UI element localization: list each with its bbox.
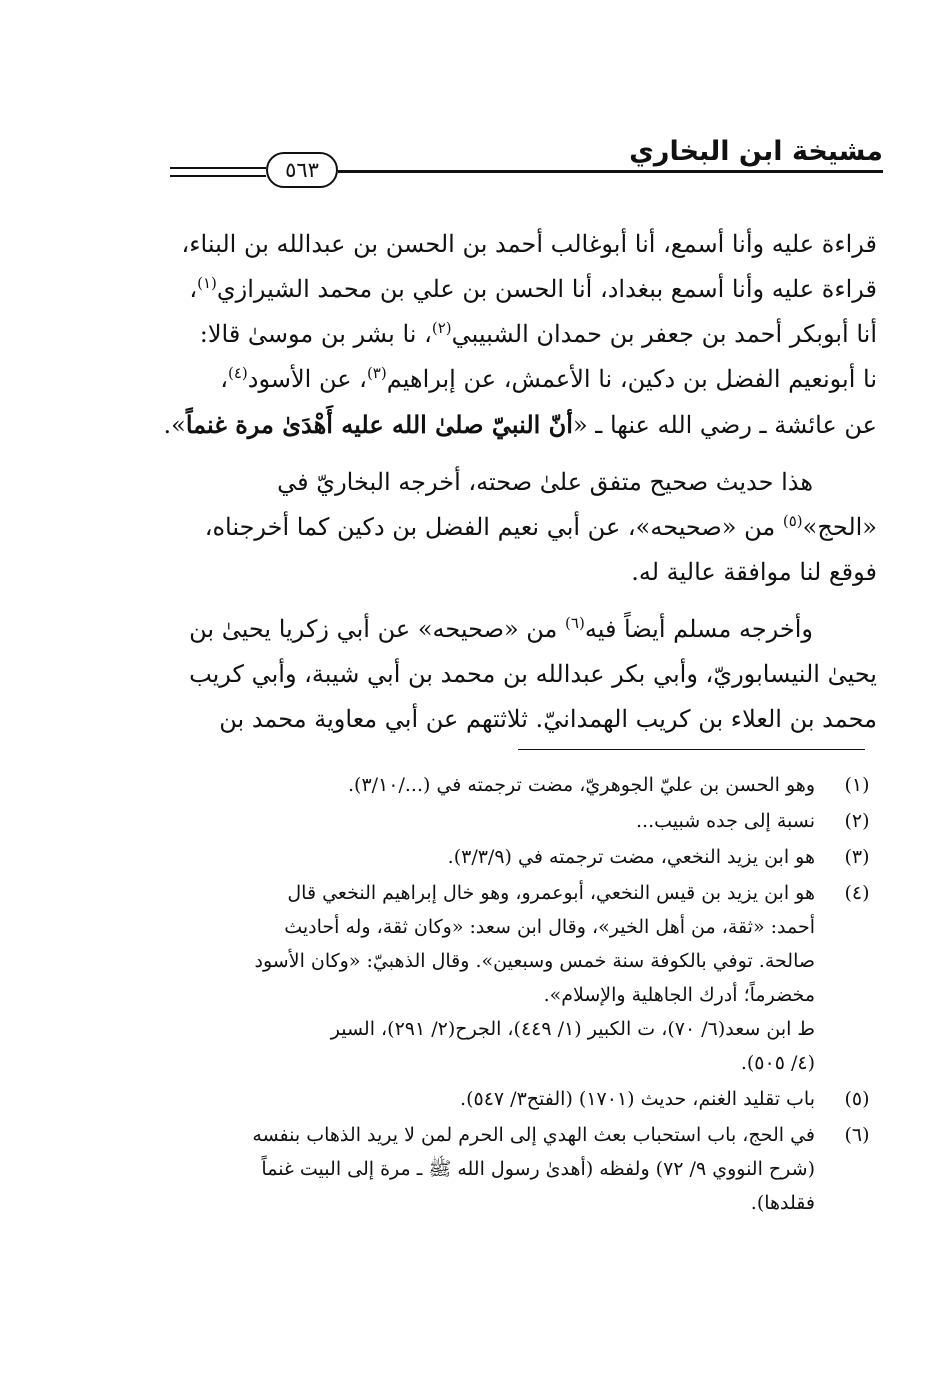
footnote-separator (518, 749, 865, 750)
hadith-text: أنّ النبيّ صلىٰ الله عليه أَهْدَىٰ مرة غنماً (185, 410, 573, 439)
footnote: (٢) نسبة إلى جده شبيب... (152, 804, 879, 838)
footnote-ref: (٥) (782, 512, 803, 530)
page-number: ٥٦٣ (266, 152, 338, 188)
text-line: أنا أبوبكر أحمد بن جعفر بن حمدان الشبيبي$^{(٢)}$، نا بشر بن موسىٰ قالا: (199, 319, 877, 348)
footnote: (٤) هو ابن يزيد بن قيس النخعي، أبوعمرو، وهو خال إبراهيم النخعي قال أحمد: «ثقة، من أهل الخير»، وقال ابن سعد: «وكان ثقة، وله أحاديث صالحة. توفي بالكوفة سنة خمس وسبعين». وقال الذهبيّ: «وكان الأسود مخضرماً؛ أدرك الجاهلية والإسلام». ط ابن سعد(٦/ ٧٠)، ت الكبير (١/ ٤٤٩)، الجرح(٢/ ٢٩١)، السير (٤/ ٥٠٥). (152, 876, 879, 1080)
header-rule (338, 170, 883, 173)
footnote-ref: (٦) (565, 614, 585, 632)
header-rule-left-bottom (170, 175, 266, 177)
paragraph-takhrij-bukhari: هذا حديث صحيح متفق علىٰ صحته، أخرجه البخاريّ في «الحج»$^{(٥)}$ من «صحيحه»، عن أبي نعيم الفضل بن دكين كما أخرجناه، فوقع لنا موافقة عالية له. (204, 468, 877, 586)
footnote-number: (٦) (844, 1124, 870, 1146)
footnote-number: (٤) (844, 882, 870, 904)
footnote-ref: (٢) (431, 319, 452, 337)
paragraph-takhrij-muslim: وأخرجه مسلم أيضاً فيه$^{(٦)}$ من «صحيحه» عن أبي زكريا يحيىٰ بن يحيىٰ النيسابوريّ، وأبي بكر عبدالله بن محمد بن أبي شيبة، وأبي كريب محمد بن العلاء بن كريب الهمدانيّ. ثلاثتهم عن أبي معاوية محمد بن (189, 614, 877, 733)
text-line: قراءة عليه وأنا أسمع ببغداد، أنا الحسن بن علي بن محمد الشيرازي$^{(١)}$، (189, 274, 877, 303)
footnote: (٥) باب تقليد الغنم، حديث (١٧٠١) (الفتح٣/ ٥٤٧). (152, 1082, 879, 1116)
main-text (160, 222, 877, 742)
footnotes (152, 768, 879, 1222)
footnote-number: (٥) (844, 1088, 870, 1110)
footnote-ref: (٤) (228, 364, 248, 382)
text-line: عن عائشة ـ رضي الله عنها ـ «أنّ النبيّ صلىٰ الله عليه أَهْدَىٰ مرة غنماً». (163, 410, 877, 439)
footnote-number: (٢) (844, 810, 870, 832)
running-title: مشيخة ابن البخاري (629, 136, 883, 167)
paragraph-isnad (160, 222, 877, 448)
footnote-ref: (١) (197, 274, 217, 292)
text-line: قراءة عليه وأنا أسمع، أنا أبوغالب أحمد بن الحسن بن عبدالله بن البناء، (181, 230, 877, 258)
footnote: (١) وهو الحسن بن عليّ الجوهريّ، مضت ترجمته في (.../٣/١٠). (152, 768, 879, 802)
header-rule-left-top (170, 167, 266, 169)
footnote: (٣) هو ابن يزيد النخعي، مضت ترجمته في (٣/٣/٩). (152, 840, 879, 874)
footnote-ref: (٣) (366, 364, 387, 382)
footnote-number: (٣) (844, 846, 870, 868)
footnote-number: (١) (844, 774, 870, 796)
text-line: نا أبونعيم الفضل بن دكين، نا الأعمش، عن إبراهيم$^{(٣)}$، عن الأسود$^{(٤)}$، (220, 364, 877, 393)
footnote: (٦) في الحج، باب استحباب بعث الهدي إلى الحرم لمن لا يريد الذهاب بنفسه (شرح النووي ٩/ ٧٢) ولفظه (أهدىٰ رسول الله ﷺ ـ مرة إلى البيت غنماً فقلدها). (152, 1118, 879, 1220)
